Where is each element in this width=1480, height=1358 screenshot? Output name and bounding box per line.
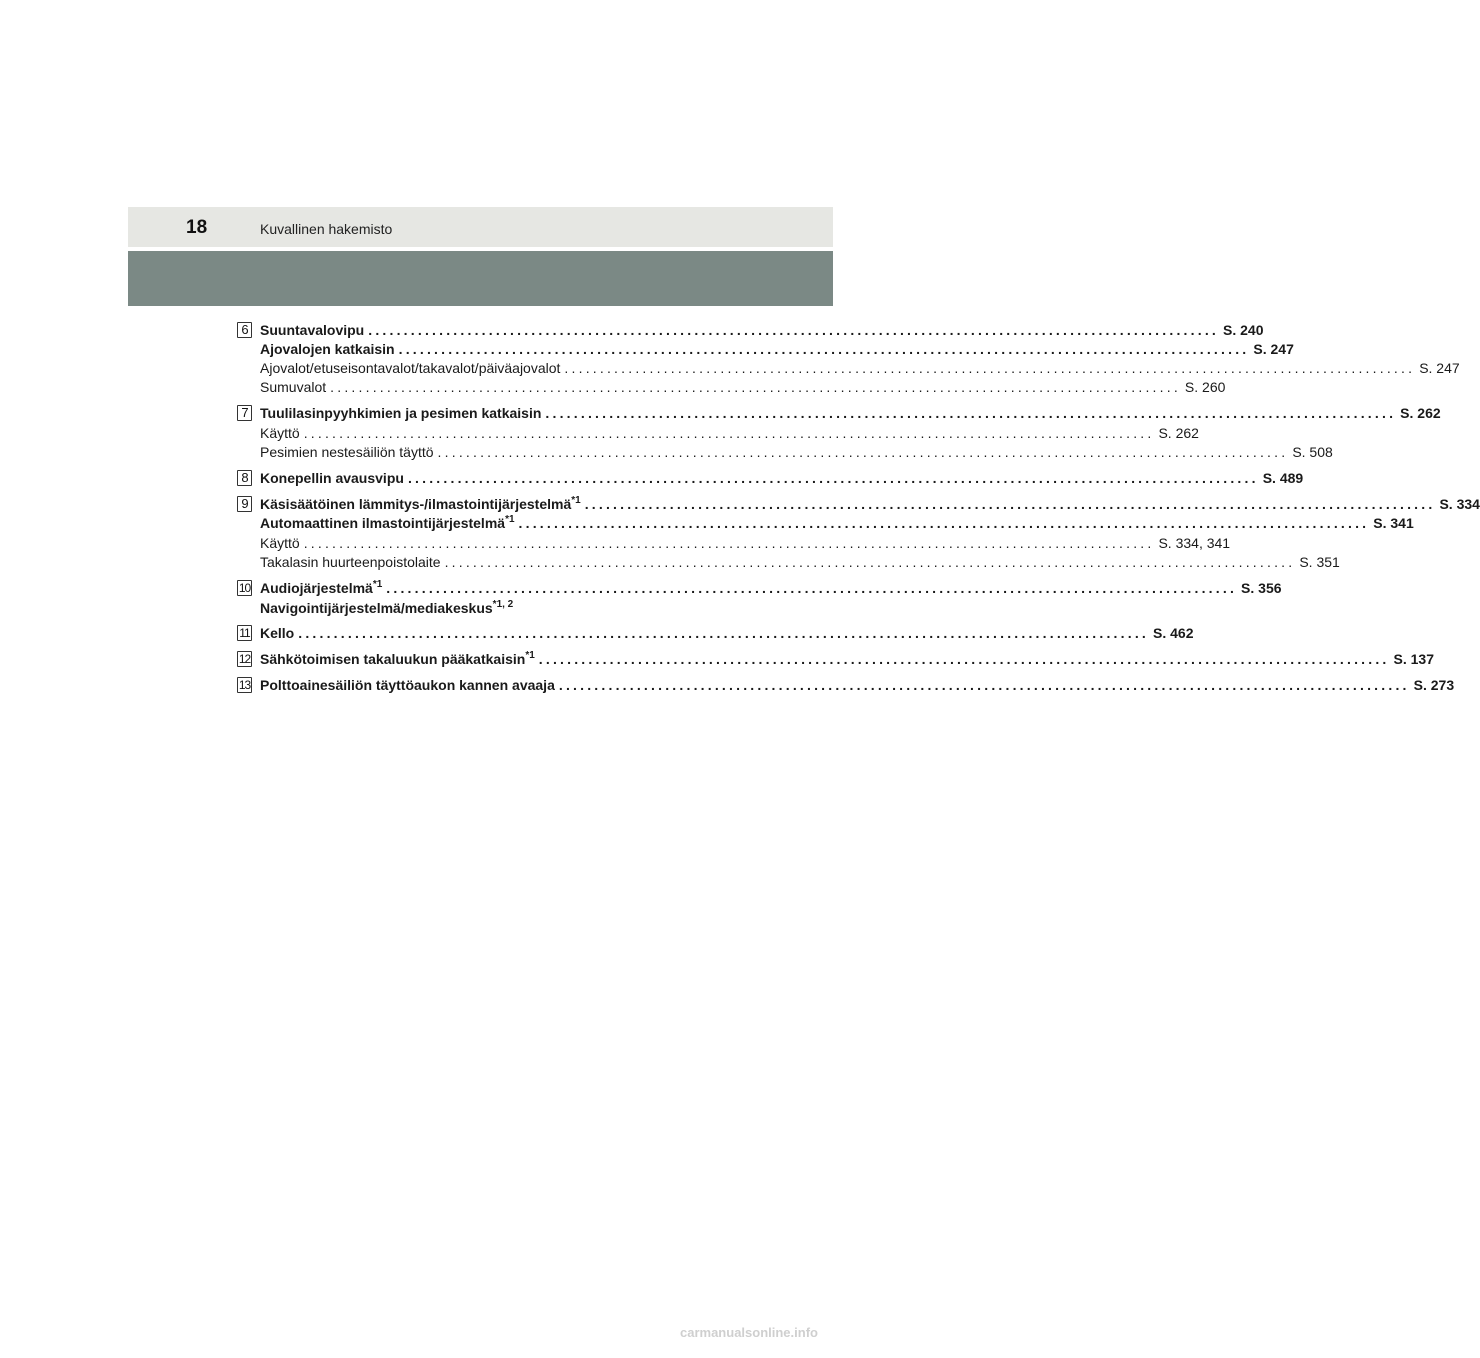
entry-label-text: Käyttö: [260, 425, 300, 441]
page-reference[interactable]: S. 247: [1253, 341, 1294, 357]
leader-dots: ........................................................................................................................: [298, 625, 1149, 641]
page-reference[interactable]: S. 260: [1184, 379, 1226, 395]
page-reference[interactable]: S. 247: [1419, 360, 1460, 376]
leader-dots: ........................................................................................................................: [518, 515, 1370, 531]
footnote-marker: *1, 2: [492, 599, 514, 610]
item-number-badge: 9: [237, 496, 252, 512]
entry-label-text: Audiojärjestelmä: [260, 580, 373, 596]
leader-dots: ........................................................................................................................: [407, 470, 1259, 486]
leader-dots: ........................................................................................................................: [303, 535, 1155, 551]
index-entry[interactable]: [260, 377, 1226, 396]
entry-label-text: Automaattinen ilmastointijärjestelmä: [260, 515, 506, 531]
entry-label: [260, 496, 581, 513]
entry-label-text: Käsisäätöinen lämmitys-/ilmastointijärjestelmä: [260, 496, 572, 512]
leader-dots: ........................................................................................................................: [584, 496, 1436, 512]
leader-dots: ........................................................................................................................: [564, 360, 1416, 376]
entry-label-text: Suuntavalovipu: [260, 322, 365, 338]
index-entry[interactable]: [260, 442, 1333, 461]
entry-label: [260, 600, 513, 617]
index-entry[interactable]: [260, 552, 1340, 571]
entry-label-text: Polttoainesäiliön täyttöaukon kannen avaaja: [260, 677, 555, 693]
entry-label: [260, 515, 515, 532]
leader-dots: ........................................................................................................................: [368, 322, 1219, 338]
index-entry[interactable]: [260, 403, 1441, 422]
entry-label: [260, 341, 395, 358]
item-number-badge: 10: [238, 581, 251, 595]
entry-label: [260, 580, 382, 597]
index-entry[interactable]: [260, 468, 1304, 487]
leader-dots: ........................................................................................................................: [398, 341, 1250, 357]
leader-dots: ........................................................................................................................: [386, 580, 1238, 596]
section-banner: [128, 251, 833, 306]
header-band: [128, 207, 833, 247]
page-reference[interactable]: S. 341: [1373, 515, 1414, 531]
index-entry[interactable]: [260, 423, 1199, 442]
item-number-badge: 7: [237, 405, 252, 421]
entry-label-text: Konepellin avausvipu: [260, 470, 404, 486]
index-entry[interactable]: [260, 494, 1480, 513]
index-entry[interactable]: [260, 598, 722, 617]
footnote-marker: *1: [525, 650, 535, 661]
entry-label: [260, 677, 555, 694]
index-entry[interactable]: [260, 358, 1460, 377]
entry-label-text: Pesimien nestesäiliön täyttö: [260, 444, 434, 460]
index-entry[interactable]: [260, 675, 1455, 694]
entry-label: [260, 405, 541, 422]
entry-label-text: Ajovalot/etuseisontavalot/takavalot/päiväajovalot: [260, 360, 561, 376]
footnote-marker: *1: [505, 514, 515, 525]
page-number: 18: [186, 217, 208, 238]
entry-label-text: Takalasin huurteenpoistolaite: [260, 554, 441, 570]
entry-label: [260, 651, 535, 668]
page-reference[interactable]: S. 262: [1400, 405, 1441, 421]
entry-label-text: Navigointijärjestelmä/mediakeskus: [260, 600, 493, 616]
page-reference[interactable]: S. 334, 341: [1158, 535, 1231, 551]
leader-dots: ........................................................................................................................: [558, 677, 1410, 693]
page-reference[interactable]: S. 508: [1292, 444, 1333, 460]
watermark-logo: carmanualsonline.info: [680, 1325, 818, 1340]
entry-label-text: Sähkötoimisen takaluukun pääkatkaisin: [260, 651, 526, 667]
index-entry[interactable]: [260, 623, 1194, 642]
entry-label: [260, 470, 404, 487]
entry-label-text: Kello: [260, 625, 295, 641]
entry-label: [260, 379, 326, 396]
leader-dots: ........................................................................................................................: [303, 425, 1155, 441]
leader-dots: ........................................................................................................................: [437, 444, 1289, 460]
entry-label: [260, 360, 560, 377]
index-entry[interactable]: [260, 533, 1231, 552]
item-number-badge: 11: [237, 625, 252, 641]
page-reference[interactable]: S. 462: [1153, 625, 1194, 641]
page-reference[interactable]: S. 262: [1158, 425, 1199, 441]
entry-label: [260, 425, 300, 442]
leader-dots: ........................................................................................................................: [538, 651, 1390, 667]
entry-label: [260, 625, 294, 642]
index-entry[interactable]: [260, 339, 1294, 358]
item-number-badge: 6: [237, 322, 252, 338]
page-reference[interactable]: S. 240: [1223, 322, 1264, 338]
entry-label-text: Tuulilasinpyyhkimien ja pesimen katkaisin: [260, 405, 542, 421]
leader-dots: ........................................................................................................................: [330, 379, 1181, 395]
entry-label: [260, 444, 434, 461]
footnote-marker: *1: [372, 579, 383, 590]
entry-label-text: Käyttö: [260, 535, 300, 551]
index-entry[interactable]: [260, 649, 1435, 668]
item-number-badge: 13: [238, 678, 251, 692]
page-reference[interactable]: S. 334: [1439, 496, 1480, 512]
index-entry[interactable]: [260, 513, 1414, 532]
entry-label-text: Sumuvalot: [260, 379, 327, 395]
entry-label: [260, 322, 364, 339]
page-reference[interactable]: S. 351: [1299, 554, 1340, 570]
leader-dots: ........................................................................................................................: [545, 405, 1397, 421]
page-reference[interactable]: S. 273: [1413, 677, 1455, 693]
page-reference[interactable]: S. 137: [1393, 651, 1435, 667]
index-entry[interactable]: [260, 578, 1282, 597]
entry-label: [260, 554, 441, 571]
item-number-badge: 12: [238, 652, 251, 666]
page-reference[interactable]: S. 356: [1241, 580, 1282, 596]
index-entry[interactable]: [260, 320, 1264, 339]
item-number-badge: 8: [237, 470, 252, 486]
footnote-marker: *1: [571, 495, 581, 506]
leader-dots: ........................................................................................................................: [444, 554, 1296, 570]
entry-label: [260, 535, 300, 552]
entry-label-text: Ajovalojen katkaisin: [260, 341, 395, 357]
section-title: Kuvallinen hakemisto: [260, 221, 393, 237]
page-reference[interactable]: S. 489: [1262, 470, 1304, 486]
